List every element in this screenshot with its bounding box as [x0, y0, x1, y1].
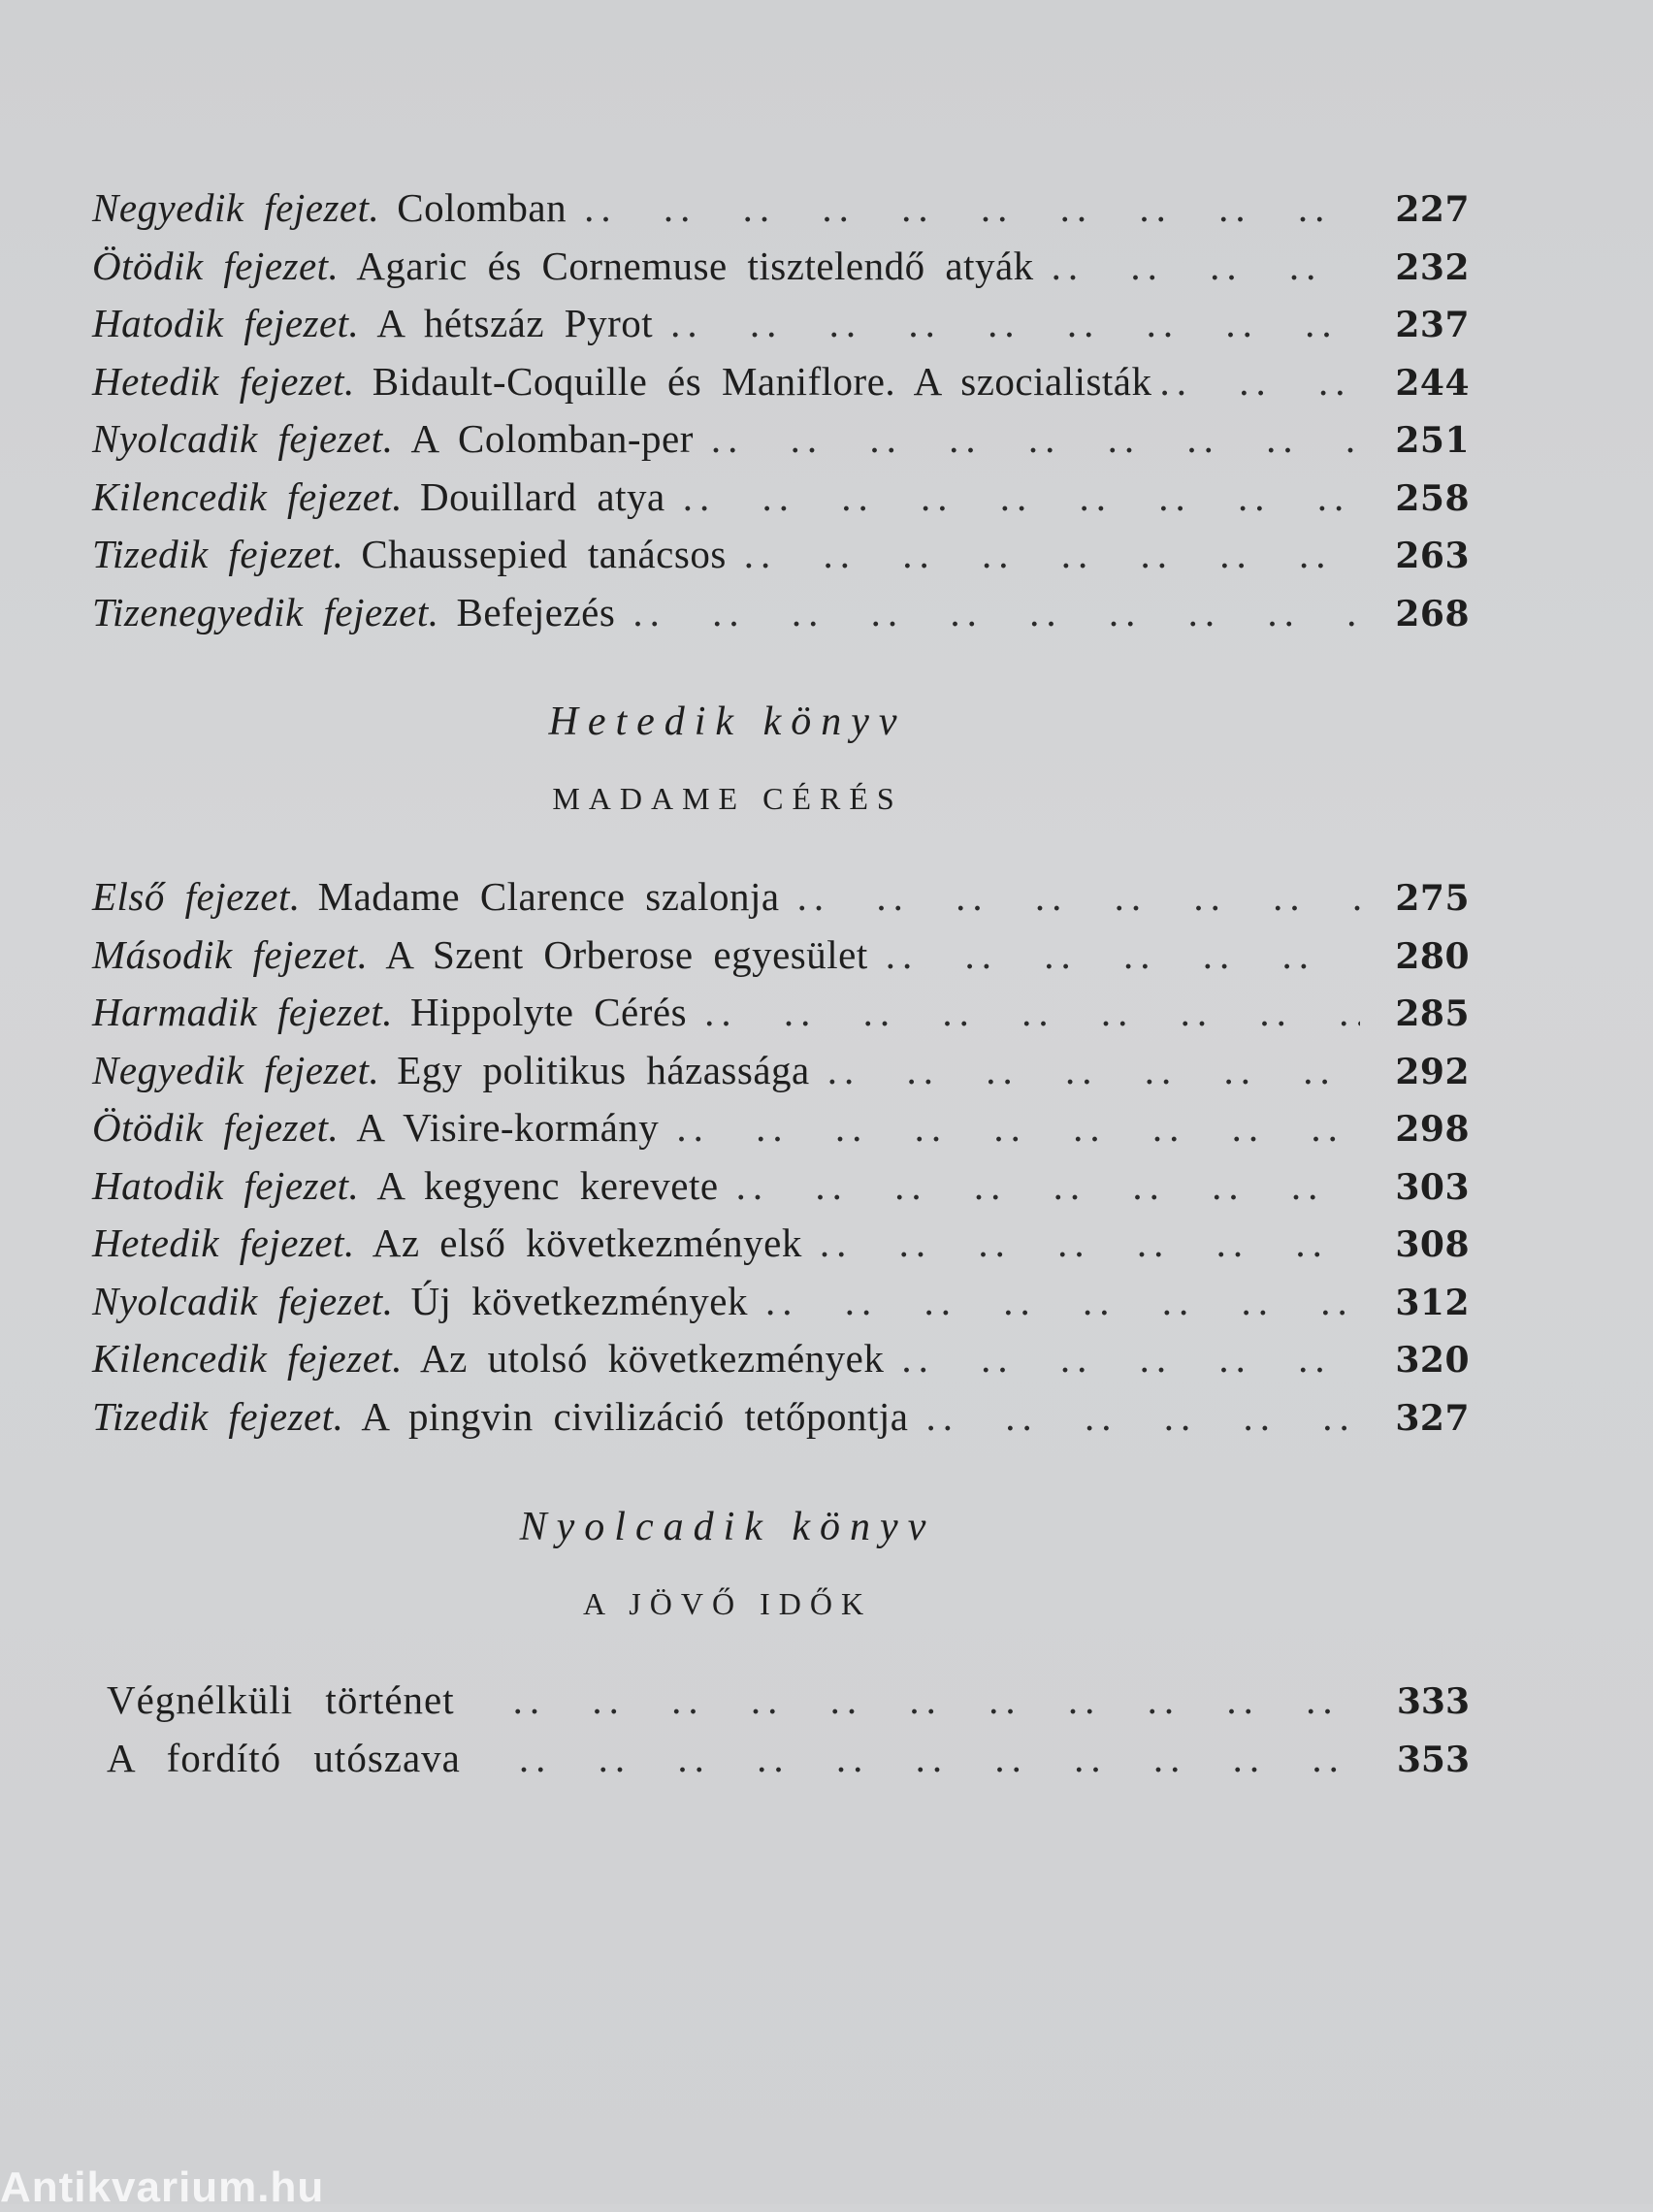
- dot-leader: [765, 1278, 1360, 1324]
- dot-leader: [711, 415, 1360, 462]
- watermark-logo: Antikvarium.hu: [0, 2163, 325, 2211]
- chapter-title: Douillard atya: [420, 473, 665, 519]
- chapter-title: A kegyenc kerevete: [376, 1162, 719, 1208]
- toc-entry: [107, 1735, 1470, 1793]
- dot-leader: [827, 1047, 1360, 1093]
- book-subtitle: MADAME CÉRÉS: [552, 781, 903, 816]
- chapter-title: Befejezés: [456, 589, 616, 634]
- toc-entry: [92, 873, 1470, 931]
- dot-leader: [1052, 243, 1360, 289]
- chapter-label: Hatodik fejezet.: [92, 301, 360, 345]
- chapter-label: Ötödik fejezet.: [92, 243, 340, 288]
- page-number: 353: [1396, 1739, 1470, 1780]
- toc-entry: [92, 300, 1470, 358]
- dot-leader: [584, 184, 1360, 231]
- dot-leader: [926, 1393, 1361, 1440]
- chapter-label: Harmadik fejezet.: [92, 990, 393, 1034]
- toc-entry: [92, 531, 1470, 589]
- section-title: Végnélküli történet: [107, 1677, 455, 1722]
- chapter-label: Kilencedik fejezet.: [92, 473, 404, 519]
- chapter-title: Agaric és Cornemuse tisztelendő atyák: [356, 243, 1034, 288]
- chapter-label: Tizedik fejezet.: [92, 1393, 344, 1439]
- chapter-title: Colomban: [397, 185, 567, 230]
- chapter-label: Kilencedik fejezet.: [92, 1336, 404, 1381]
- chapter-title: Chaussepied tanácsos: [361, 532, 727, 576]
- page-number: 244: [1395, 362, 1470, 404]
- chapter-title: Madame Clarence szalonja: [317, 874, 780, 919]
- chapter-label: Első fejezet.: [92, 874, 301, 919]
- page-number: 292: [1395, 1051, 1470, 1092]
- chapter-title: A Szent Orberose egyesület: [385, 931, 868, 977]
- toc-entry: [92, 415, 1470, 473]
- chapter-label: Hetedik fejezet.: [92, 358, 355, 404]
- dot-leader: [744, 531, 1360, 577]
- toc-entry: [92, 1104, 1470, 1162]
- dot-leader: [886, 931, 1360, 978]
- page-number: 333: [1396, 1681, 1470, 1722]
- chapter-label: Második fejezet.: [92, 931, 369, 977]
- chapter-title: Új következmények: [410, 1278, 748, 1323]
- chapter-label: Negyedik fejezet.: [92, 1047, 380, 1092]
- chapter-title: A Visire-kormány: [356, 1105, 660, 1150]
- chapter-title: A pingvin civilizáció tetőpontja: [361, 1393, 909, 1439]
- chapter-label: Hetedik fejezet.: [92, 1220, 355, 1265]
- book-heading: Nyolcadik könyv: [519, 1505, 936, 1549]
- chapter-title: A hétszáz Pyrot: [376, 301, 654, 345]
- page-number: 268: [1395, 593, 1470, 634]
- book-subtitle: A JÖVŐ IDŐK: [582, 1586, 873, 1621]
- page-number: 251: [1395, 420, 1470, 461]
- dot-leader: [901, 1335, 1360, 1382]
- dot-leader: [632, 589, 1360, 635]
- toc-section-book8: [107, 1676, 1470, 1792]
- chapter-title: A Colomban-per: [410, 416, 694, 461]
- chapter-title: Hippolyte Cérés: [409, 990, 688, 1034]
- page-number: 227: [1395, 189, 1470, 230]
- page-number: 308: [1395, 1224, 1470, 1265]
- chapter-label: Nyolcadik fejezet.: [92, 1278, 394, 1323]
- chapter-title: Egy politikus házassága: [397, 1047, 810, 1092]
- page-number: 263: [1395, 536, 1470, 576]
- page-number: 303: [1395, 1166, 1470, 1208]
- page-number: 237: [1395, 305, 1470, 345]
- dot-leader: [519, 1735, 1360, 1781]
- toc-entry: [107, 1676, 1470, 1735]
- chapter-title: Az utolsó következmények: [420, 1336, 885, 1381]
- page-number: 320: [1395, 1340, 1470, 1381]
- dot-leader: [820, 1220, 1360, 1266]
- chapter-label: Tizedik fejezet.: [92, 532, 344, 576]
- dot-leader: [704, 989, 1360, 1035]
- dot-leader: [797, 873, 1360, 920]
- page-number: 275: [1395, 878, 1470, 919]
- toc-entry: [92, 589, 1470, 647]
- dot-leader: [1160, 358, 1379, 405]
- page-number: 285: [1395, 993, 1470, 1034]
- toc-entry: [92, 1220, 1470, 1278]
- chapter-label: Tizenegyedik fejezet.: [92, 589, 439, 634]
- toc-entry: [92, 989, 1470, 1047]
- chapter-title: Bidault-Coquille és Maniflore. A szocialisták: [372, 358, 1152, 404]
- page-number: 327: [1395, 1397, 1470, 1439]
- section-title: A fordító utószava: [107, 1735, 461, 1780]
- dot-leader: [683, 473, 1360, 520]
- book-heading: Hetedik könyv: [548, 699, 907, 744]
- toc-entry: [92, 358, 1470, 416]
- chapter-label: Hatodik fejezet.: [92, 1162, 360, 1208]
- dot-leader: [736, 1162, 1360, 1209]
- page-number: 280: [1395, 935, 1470, 977]
- dot-leader: [670, 300, 1360, 346]
- toc-entry: [92, 1278, 1470, 1336]
- page-number: 312: [1395, 1282, 1470, 1323]
- toc-section-book7: [92, 873, 1470, 1450]
- chapter-title: Az első következmények: [372, 1220, 802, 1265]
- toc-entry: [92, 931, 1470, 990]
- toc-entry: [92, 1393, 1470, 1451]
- toc-entry: [92, 473, 1470, 532]
- dot-leader: [676, 1104, 1360, 1151]
- toc-entry: [92, 1162, 1470, 1220]
- toc-section-book6: [92, 184, 1470, 646]
- dot-leader: [513, 1676, 1360, 1723]
- chapter-label: Nyolcadik fejezet.: [92, 416, 394, 461]
- chapter-label: Negyedik fejezet.: [92, 185, 380, 230]
- toc-entry: [92, 1335, 1470, 1393]
- toc-entry: [92, 243, 1470, 301]
- toc-entry: [92, 184, 1470, 243]
- page-number: 258: [1395, 477, 1470, 519]
- toc-entry: [92, 1047, 1470, 1105]
- chapter-label: Ötödik fejezet.: [92, 1105, 340, 1150]
- page-number: 232: [1395, 246, 1470, 288]
- page-number: 298: [1395, 1109, 1470, 1150]
